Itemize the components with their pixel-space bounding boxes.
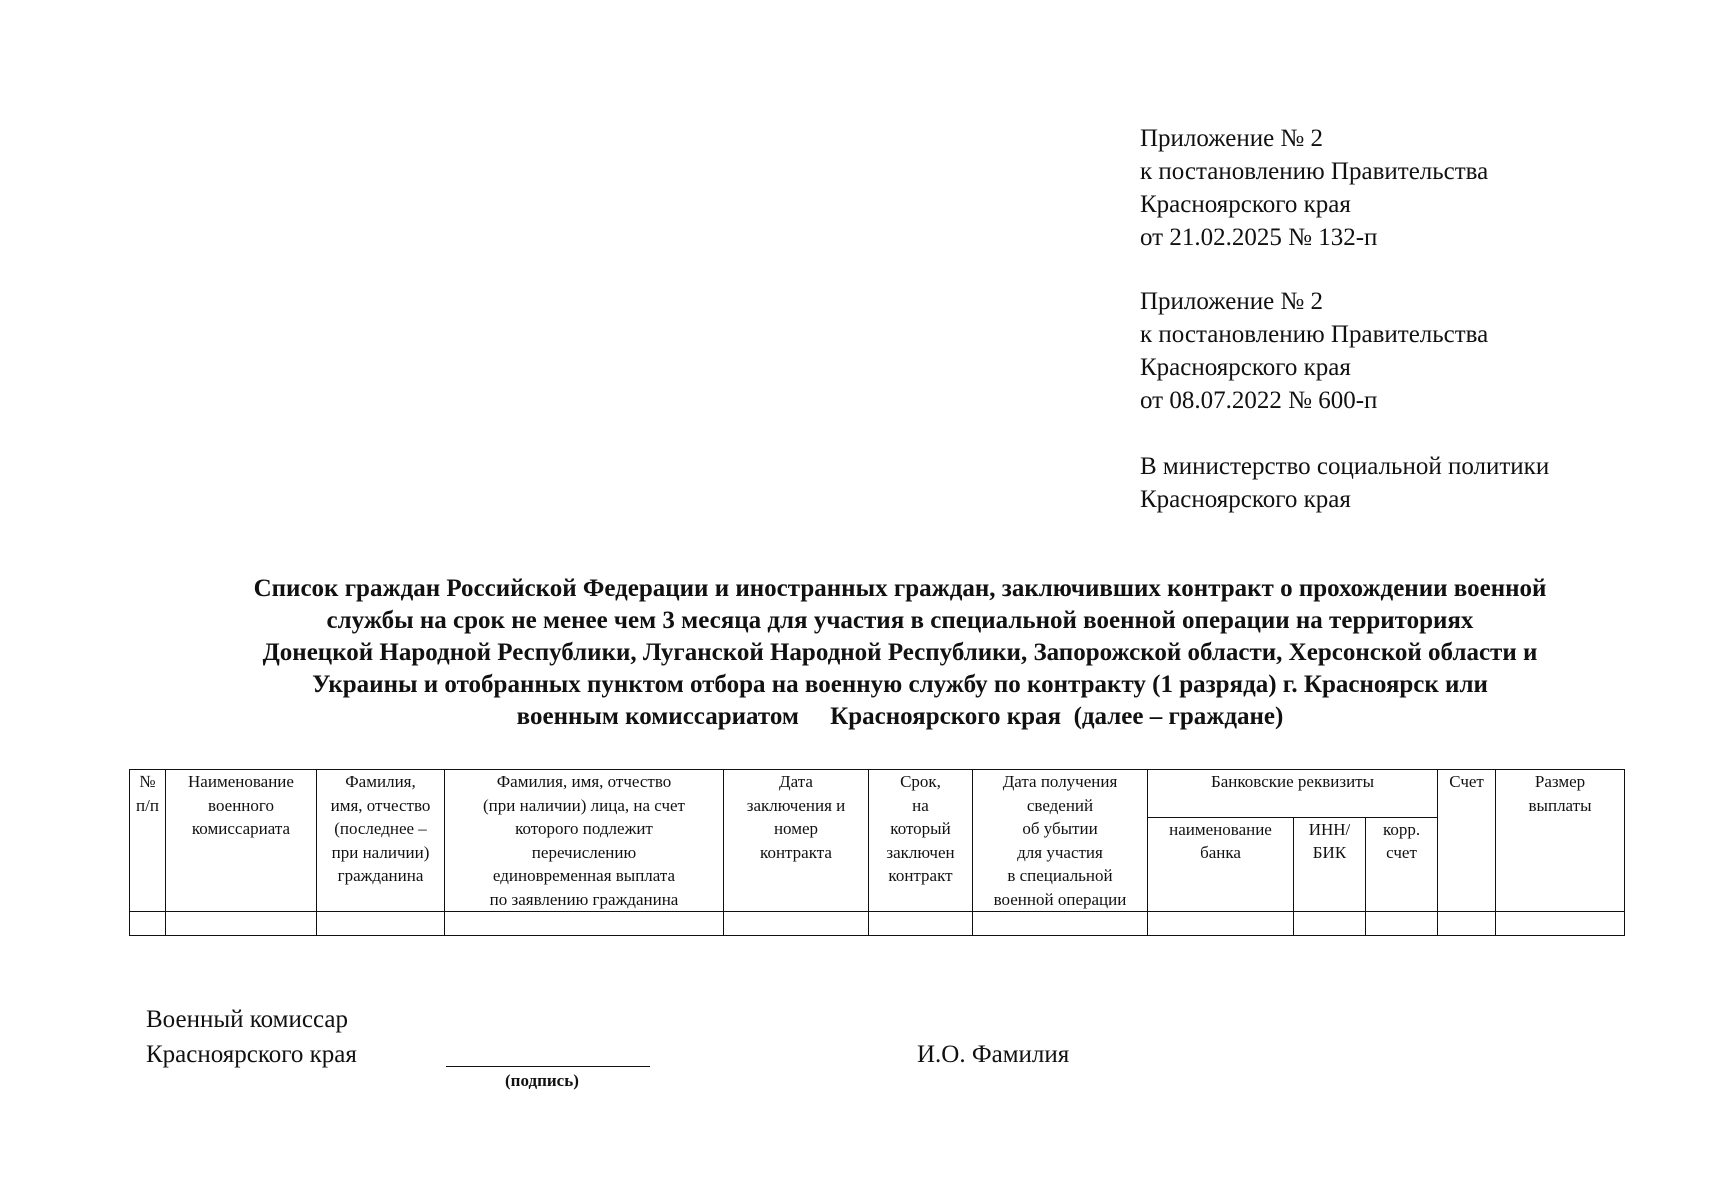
header-bank-name: наименование банка — [1148, 817, 1294, 911]
header-contract-term: Срок, на который заключен контракт — [869, 770, 973, 912]
header-corr-account: корр. счет — [1366, 817, 1438, 911]
table-cell — [1496, 912, 1625, 936]
appendix-resolution-text: к постановлению Правительства — [1140, 158, 1489, 185]
signature-line — [446, 1066, 650, 1067]
header-bank-details: Банковские реквизиты — [1148, 770, 1438, 818]
appendix-original-reference — [1140, 285, 1488, 417]
addressee-line: Красноярского края — [1140, 486, 1351, 513]
table-cell — [317, 912, 445, 936]
table-cell — [130, 912, 166, 936]
header-payment-amount: Размер выплаты — [1496, 770, 1625, 912]
title-line: службы на срок не менее чем 3 месяца для участия в специальной военной операции на территориях — [326, 607, 1474, 634]
signer-name: И.О. Фамилия — [917, 1041, 1070, 1068]
document-title — [120, 573, 1680, 733]
table-cell — [1148, 912, 1294, 936]
appendix-label: Приложение № 2 — [1140, 288, 1324, 315]
table-cell — [445, 912, 724, 936]
appendix-resolution-text: к постановлению Правительства — [1140, 321, 1489, 348]
addressee-line: В министерство социальной политики — [1140, 453, 1550, 480]
table-cell — [973, 912, 1148, 936]
table-cell — [1366, 912, 1438, 936]
title-line: Список граждан Российской Федерации и иностранных граждан, заключивших контракт о прохождении военной — [253, 575, 1547, 602]
header-citizen-name: Фамилия, имя, отчество (последнее – при наличии) гражданина — [317, 770, 445, 912]
table-cell — [869, 912, 973, 936]
appendix-date-number: от 08.07.2022 № 600-п — [1140, 387, 1378, 414]
header-contract-date: Дата заключения и номер контракта — [724, 770, 869, 912]
header-loss-date: Дата получения сведений об убытии для участия в специальной военной операции — [973, 770, 1148, 912]
signer-position: Военный комиссар — [146, 1006, 348, 1033]
signer-region: Красноярского края — [146, 1041, 357, 1068]
table-cell — [166, 912, 317, 936]
title-line: военным комиссариатом Красноярского края (далее – граждане) — [516, 703, 1284, 730]
header-inn-bik: ИНН/ БИК — [1294, 817, 1366, 911]
appendix-current-reference — [1140, 122, 1488, 254]
citizens-table — [129, 769, 1625, 936]
header-recipient-name: Фамилия, имя, отчество (при наличии) лица, на счет которого подлежит перечислению единовременная выплата по заявлению гражданина — [445, 770, 724, 912]
table-cell — [1294, 912, 1366, 936]
title-line: Украины и отобранных пунктом отбора на военную службу по контракту (1 разряда) г. Красноярск или — [312, 671, 1488, 698]
appendix-region: Красноярского края — [1140, 354, 1351, 381]
table-row — [130, 912, 1625, 936]
appendix-date-number: от 21.02.2025 № 132-п — [1140, 224, 1378, 251]
signature-caption: (подпись) — [505, 1071, 579, 1090]
table-cell — [1438, 912, 1496, 936]
appendix-label: Приложение № 2 — [1140, 125, 1324, 152]
header-account: Счет — [1438, 770, 1496, 912]
title-line: Донецкой Народной Республики, Луганской Народной Республики, Запорожской области, Херсонской области и — [262, 639, 1538, 666]
appendix-region: Красноярского края — [1140, 191, 1351, 218]
header-commissariat: Наименование военного комиссариата — [166, 770, 317, 912]
table-cell — [724, 912, 869, 936]
header-num: № п/п — [130, 770, 166, 912]
addressee — [1140, 450, 1549, 516]
signer-title — [146, 1002, 357, 1072]
